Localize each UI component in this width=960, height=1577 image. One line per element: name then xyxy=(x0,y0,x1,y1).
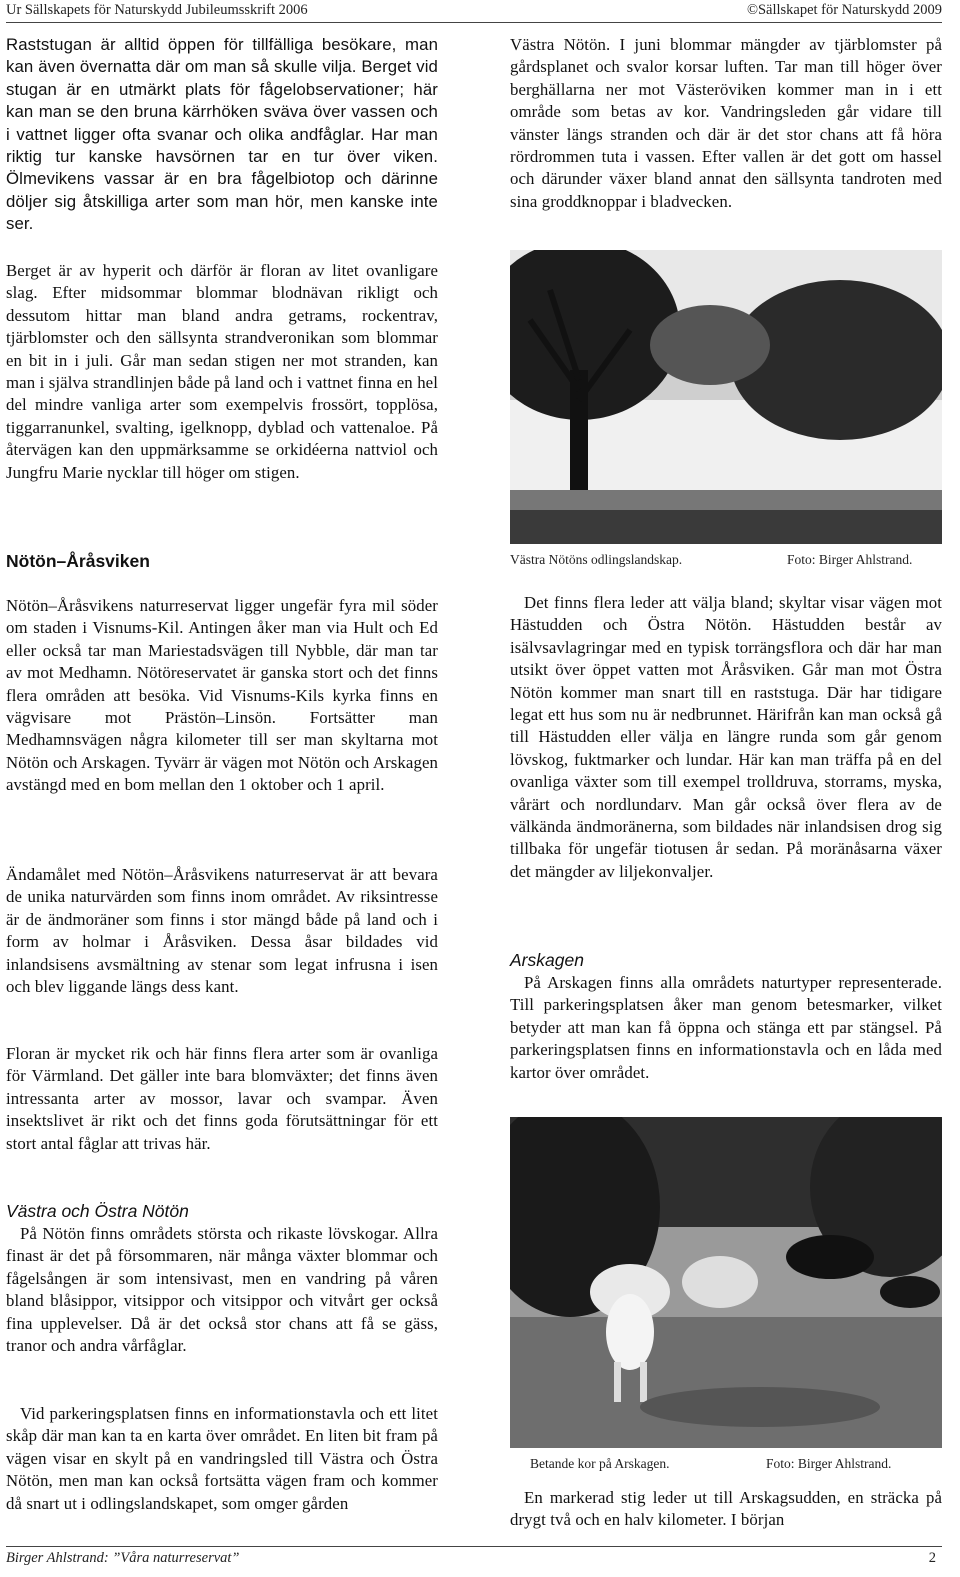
left-para-6: På Nötön finns områdets största och rikaste lövskogar. Allra finast är det på försommaren, när många växter blommar och fågelsången är som intensivast, men en vandring på våren bland blåsippor, vitsippor och vitsippor och vitvårt ger också fina upplevelser. Då är det också stor chans att få se gäss, tranor och andra vårfåglar. xyxy=(6,1224,438,1356)
photo1-caption: Västra Nötöns odlingslandskap. xyxy=(510,552,683,567)
photo-betande-kor xyxy=(510,1117,942,1448)
photo1-credit: Foto: Birger Ahlstrand. xyxy=(787,552,913,567)
photo2-credit: Foto: Birger Ahlstrand. xyxy=(766,1456,892,1471)
footer-author: Birger Ahlstrand: ”Våra naturreservat” xyxy=(6,1550,240,1566)
left-para-3: Nötön–Åråsvikens naturreservat ligger ungefär fyra mil söder om staden i Visnums-Kil. Antingen åker man via Hult och Ed eller också tar man Mariestadsvägen till Nybble, där man tar av mot Medhamn. Nötöreservatet är ganska stort och det finns flera områden att besöka. Vid Visnums-Kils kyrka finns en vägvisare mot Prästön–Linsön. Fortsätter man Medhamnsvägen några kilometer till ser man skyltarna mot Nötön och Arskagen. Tyvärr är vägen mot Nötön och Arskagen avstängd med en bom mellan den 1 oktober och 1 april. xyxy=(6,596,438,795)
header-right-text: ©Sällskapet för Naturskydd 2009 xyxy=(746,2,942,18)
cows-illustration xyxy=(510,1117,942,1448)
left-para-7: Vid parkeringsplatsen finns en informationstavla och ett litet skåp där man kan ta en karta över området. En liten bit fram på vägen visar en skylt på en vandringsled till Västra och Östra Nötön, men man kan också fortsätta vägen fram och kommer då snart ut i odlingslandskapet, som omger gården xyxy=(6,1404,438,1513)
page-header xyxy=(0,0,960,24)
header-divider xyxy=(6,22,942,23)
footer-divider xyxy=(6,1546,942,1547)
photo-odlingslandskap xyxy=(510,250,942,544)
header-left-text: Ur Sällskapets för Naturskydd Jubileumsskrift 2006 xyxy=(6,2,308,18)
right-para-2: Det finns flera leder att välja bland; skyltar visar vägen mot Hästudden och Östra Nötön. Hästudden består av isälvsavlagringar med en typisk torrängsflora och där har man utsikt över öppet vatten mot Åråsviken. Går man mot Östra Nötön kommer man snart till en raststuga. Där har tidigare legat ett hus som nu är nedbrunnet. Härifrån kan man också gå till Hästudden eller välja en längre runda som går genom lövskog, fuktmarker och lundar. Här kan man träffa på en del ovanliga växter som till exempel trolldruva, storrams, myska, vårärt och nordlundarv. Man går också över flera av de välkända ändmoränerna, som bildades när inlandsisen drog sig tillbaka för ungefär tiotusen år sedan. På moränåsarna växer det mängder av liljekonvaljer. xyxy=(510,593,942,881)
photo2-caption: Betande kor på Arskagen. xyxy=(530,1456,670,1471)
section-heading-vastra-ostra: Västra och Östra Nötön xyxy=(6,1201,189,1221)
left-para-4: Ändamålet med Nötön–Åråsvikens naturreservat är att bevara de unika naturvärden som finns inom området. Av riksintresse är de ändmoräner som finns i stor mängd både på land och i form av holmar i Åråsviken. Dessa åsar bildades vid inlandsisens avsmältning av stenar som legat infrusna i isen och blev liggande längs dess kant. xyxy=(6,865,438,997)
landscape-illustration xyxy=(510,250,942,544)
page-number: 2 xyxy=(928,1550,936,1566)
right-para-1: Västra Nötön. I juni blommar mängder av tjärblomster på gårdsplanet och svalor korsar luften. Tar man till höger över berghällarna ner mot Västeröviken kommer man in i ett område som betas av kor. Vandringsleden går vidare till vänster längs stranden och där är det stor chans att få höra rördrommen tuta i vassen. Efter vallen är det gott om hassel och därunder växer bland annat den sällsynta tandroten med sina groddknoppar i bladvecken. xyxy=(510,35,942,211)
left-para-1: Raststugan är alltid öppen för tillfälliga besökare, man kan även övernatta där om man så skulle vilja. Berget vid stugan är en utmärkt plats för fågelobservationer; här kan man se den bruna kärrhöken sväva över vassen och i vattnet ligger ofta svanar och olika andfåglar. Har man riktig tur kanske havsörnen tar en tur över viken. Ölmevikens vassar är en bra fågelbiotop och därinne döljer sig åtskilliga arter som man hör, men kanske inte ser. xyxy=(6,35,438,234)
section-heading-notoen: Nötön–Åråsviken xyxy=(6,551,150,571)
left-para-2: Berget är av hyperit och därför är floran av litet ovanligare slag. Efter midsommar blommar blodnävan rikligt och dessutom hittar man bland andra getrams, rockentrav, tjärblomster och den sällsynta strandveronikan som blommar en bit in i juli. Går man sedan stigen ner mot stranden, kan man i själva strandlinjen både på land och i vattnet finna en hel del mindre vanliga arter som exempelvis frossört, topplösa, tiggarranunkel, svalting, igelknopp, dyblad och vattenaloe. På återvägen kan den uppmärksamme se orkidéerna nattviol och Jungfru Marie nycklar till höger om stigen. xyxy=(6,261,438,482)
section-heading-arskagen: Arskagen xyxy=(510,950,584,970)
right-para-3: På Arskagen finns alla områdets naturtyper representerade. Till parkeringsplatsen åker man genom betesmarker, vilket betyder att man kan få öppna och stänga ett par stängsel. På parkeringsplatsen finns en informationstavla och en låda med kartor över området. xyxy=(510,973,942,1082)
left-para-5: Floran är mycket rik och här finns flera arter som är ovanliga för Värmland. Det gäller inte bara blomväxter; det finns även intressanta arter av mossor, lavar och svampar. Även insektslivet är rikt och det finns goda förutsättningar för ett stort antal fåglar att trivas här. xyxy=(6,1044,438,1153)
right-para-4: En markerad stig leder ut till Arskagsudden, en sträcka på drygt två och en halv kilometer. I början xyxy=(510,1488,942,1530)
